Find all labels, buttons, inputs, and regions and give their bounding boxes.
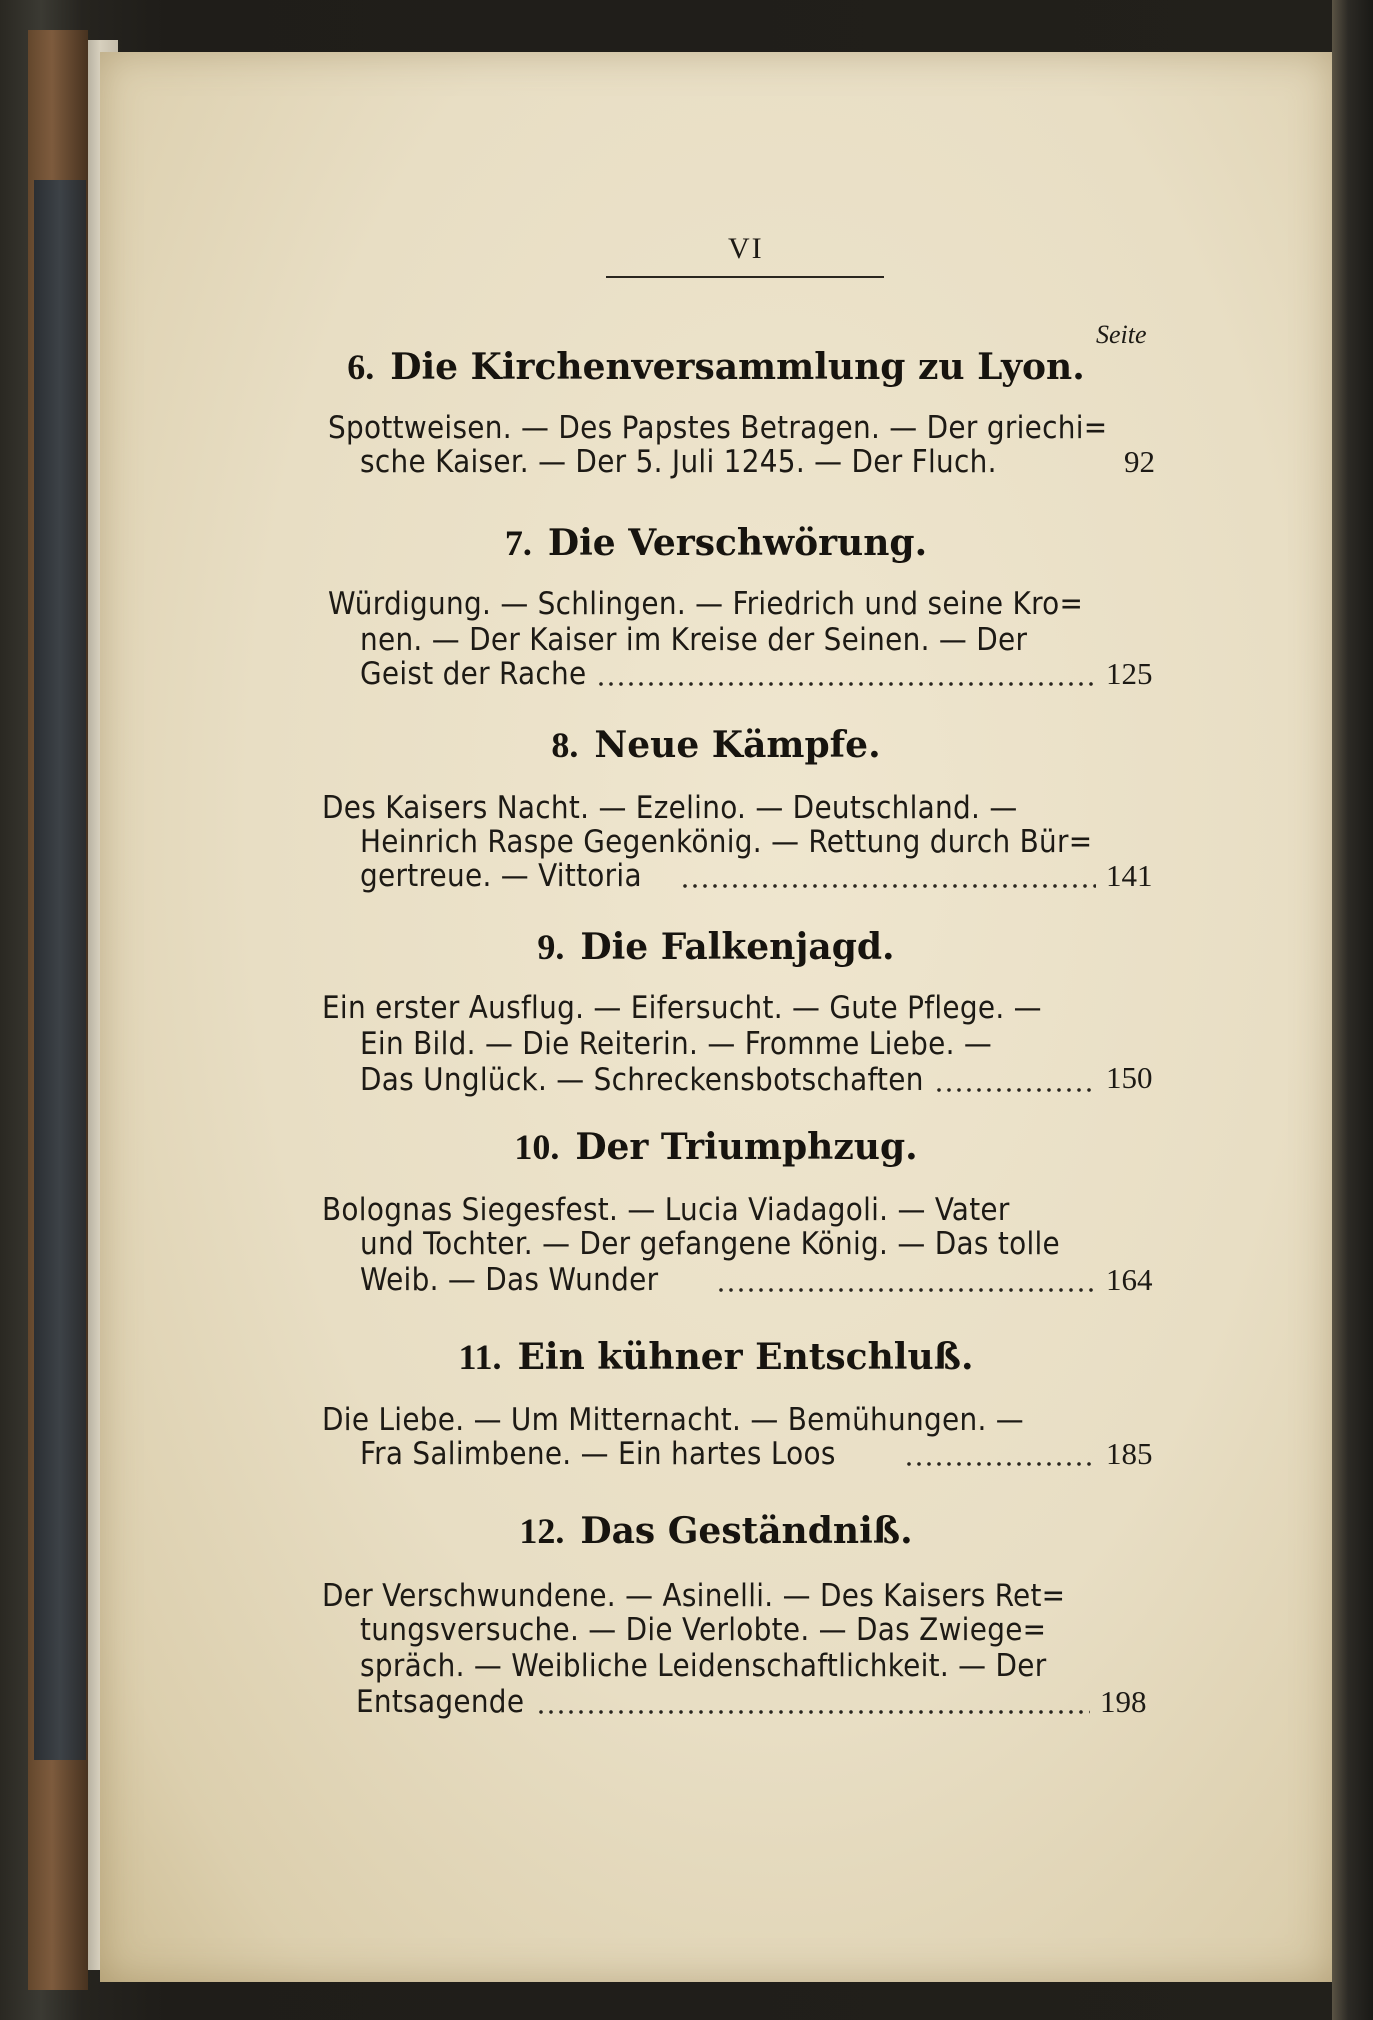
cloth-spine <box>34 180 86 1760</box>
toc-line: Ein erster Ausflug. — Eifersucht. — Gute Pflege. — <box>322 990 1042 1026</box>
toc-line: Das Unglück. — Schreckensbotschaften <box>360 1062 924 1098</box>
toc-page-number: 92 <box>1124 444 1155 479</box>
chapter-heading <box>100 724 1332 766</box>
toc-page-number: 125 <box>1106 656 1153 691</box>
chapter-title: Das Geständniß. <box>580 1510 913 1552</box>
toc-line: sche Kaiser. — Der 5. Juli 1245. — Der Fluch. <box>360 444 997 480</box>
dot-leader <box>536 1710 1090 1714</box>
chapter-title: Der Triumphzug. <box>575 1126 918 1168</box>
dot-leader <box>934 1088 1096 1092</box>
toc-line: Ein Bild. — Die Reiterin. — Fromme Liebe. — <box>360 1026 993 1062</box>
toc-line: Die Liebe. — Um Mitternacht. — Bemühungen. — <box>322 1402 1024 1438</box>
toc-line: Bolognas Siegesfest. — Lucia Viadagoli. — Vater <box>322 1192 1010 1228</box>
chapter-heading <box>100 926 1332 968</box>
toc-page-number: 141 <box>1106 858 1153 893</box>
toc-line: spräch. — Weibliche Leidenschaftlichkeit. — Der <box>360 1648 1047 1684</box>
chapter-title: Die Falkenjagd. <box>580 926 895 968</box>
chapter-number: 6. <box>347 347 375 387</box>
chapter-heading <box>100 522 1332 564</box>
toc-line: Heinrich Raspe Gegenkönig. — Rettung durch Bür= <box>360 824 1093 860</box>
toc-page-number: 185 <box>1106 1436 1153 1471</box>
toc-line: Fra Salimbene. — Ein hartes Loos <box>360 1436 836 1472</box>
toc-line: Weib. — Das Wunder <box>360 1262 659 1298</box>
dot-leader <box>716 1288 1096 1292</box>
chapter-heading <box>100 1336 1332 1378</box>
chapter-number: 11. <box>458 1337 502 1377</box>
toc-line: Spottweisen. — Des Papstes Betragen. — Der griechi= <box>328 410 1108 446</box>
chapter-number: 8. <box>551 725 579 765</box>
header-rule <box>606 276 884 278</box>
chapter-number: 7. <box>504 523 532 563</box>
toc-line: Würdigung. — Schlingen. — Friedrich und seine Kro= <box>328 586 1084 622</box>
chapter-title: Die Verschwörung. <box>547 522 928 564</box>
toc-line: Entsagende <box>356 1684 525 1720</box>
page-number: VI <box>728 232 764 265</box>
chapter-title: Neue Kämpfe. <box>594 724 881 766</box>
chapter-number: 9. <box>537 927 565 967</box>
toc-line: und Tochter. — Der gefangene König. — Das tolle <box>360 1226 1061 1262</box>
chapter-heading <box>100 1126 1332 1168</box>
toc-line: Der Verschwundene. — Asinelli. — Des Kaisers Ret= <box>322 1578 1066 1614</box>
seite-label: Seite <box>1096 320 1147 349</box>
toc-line: Des Kaisers Nacht. — Ezelino. — Deutschland. — <box>322 790 1018 826</box>
toc-page-number: 164 <box>1106 1262 1153 1297</box>
toc-line: tungsversuche. — Die Verlobte. — Das Zwiege= <box>360 1612 1047 1648</box>
dot-leader <box>596 682 1096 686</box>
toc-line: Geist der Rache <box>360 656 587 692</box>
chapter-title: Ein kühner Entschluß. <box>517 1336 974 1378</box>
chapter-title: Die Kirchenversammlung zu Lyon. <box>390 346 1085 388</box>
right-cover-edge <box>1332 0 1373 2020</box>
chapter-heading <box>100 346 1332 388</box>
dot-leader <box>680 884 1096 888</box>
toc-page-number: 150 <box>1106 1060 1153 1095</box>
toc-line: nen. — Der Kaiser im Kreise der Seinen. — Der <box>360 622 1028 658</box>
chapter-number: 12. <box>519 1511 565 1551</box>
toc-page-number: 198 <box>1100 1684 1147 1719</box>
dot-leader <box>904 1462 1096 1466</box>
chapter-heading <box>100 1510 1332 1552</box>
chapter-number: 10. <box>514 1127 560 1167</box>
toc-line: gertreue. — Vittoria <box>360 858 642 894</box>
